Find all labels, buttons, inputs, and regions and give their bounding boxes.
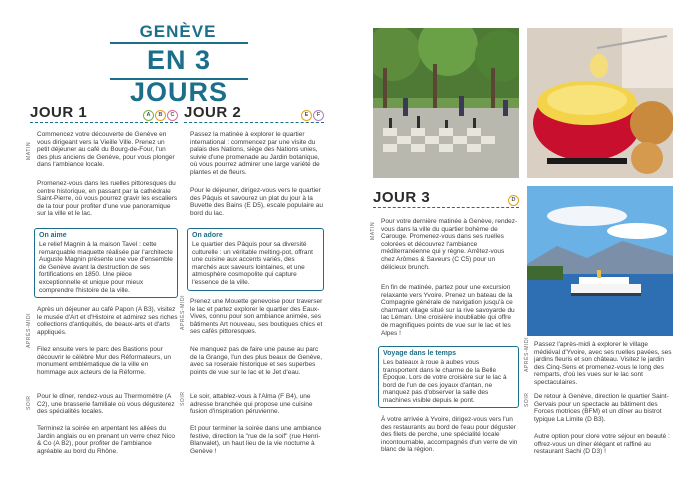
day2-paragraph-5: Le soir, attablez-vous à l'Alma (F B4), une adresse branchée qui propose une cuisine fusion d'inspiration péruvienne. bbox=[190, 393, 313, 416]
day1-divider bbox=[30, 122, 178, 123]
photo-fondue bbox=[527, 28, 673, 178]
day1-paragraph-4: Filez ensuite vers le parc des Bastions pour découvrir le célèbre Mur des Réformateurs, un monument emblématique de la ville en hommage aux acteurs de la Réforme. bbox=[37, 346, 172, 376]
day1-box-title: On aime bbox=[39, 232, 67, 239]
day3-label-evening: SOIR bbox=[524, 392, 530, 407]
day3-divider bbox=[373, 207, 519, 208]
day3-paragraph-1: Pour votre dernière matinée à Genève, rendez-vous dans la ville du quartier bohème de Carouge. Promenez-vous dans ses ruelles colorées et découvrez l'ambiance méditerranéenne qui y règne. Arrêtez-vous chez Arômes & Saveurs (C C5) pour un délicieux brunch. bbox=[381, 218, 518, 271]
day2-box-text: Le quartier des Pâquis pour sa diversité culturelle : un véritable melting-pot, offrant une cuisine aux accents variés, des marchés aux saveurs lointaines, et une atmosphère cosmopolite qui capture l'essence de la ville. bbox=[192, 241, 313, 286]
map-badge-d: D bbox=[508, 195, 519, 206]
day2-paragraph-1: Passez la matinée à explorer le quartier international : commencez par une visite du palais des Nations, siège des Nations unies, suivie d'une promenade au Jardin botanique, où vous pourrez admirer une large variété de plantes et de fleurs. bbox=[190, 131, 320, 176]
day3-paragraph-6: Autre option pour clore votre séjour en beauté : offrez-vous un dîner élégant et raffiné au restaurant Sachi (D D3) ! bbox=[534, 433, 670, 456]
day1-label-afternoon: APRÈS-MIDI bbox=[26, 312, 32, 348]
photo-park-chess bbox=[373, 28, 519, 178]
day3-label-morning: MATIN bbox=[370, 221, 376, 240]
page-title: EN 3 JOURS bbox=[110, 42, 248, 80]
day1-box-text: Le relief Magnin à la maison Tavel : cette remarquable maquette réalisée par l'architecte Auguste Magnin présente une vue d'ensemble de Genève avant la destruction de ses fortifications en 1850. Une pièce exceptionnelle et unique pour mieux comprendre l'histoire de la ville. bbox=[39, 241, 173, 294]
day2-highlight-box bbox=[187, 228, 324, 291]
day2-title: JOUR 2 bbox=[184, 104, 242, 121]
day3-paragraph-3: À votre arrivée à Yvoire, dirigez-vous vers l'un des restaurants au bord de l'eau pour déguster des filets de perche, une spécialité locale incontournable, accompagnés d'un verre de vin blanc de la région. bbox=[381, 416, 518, 454]
day2-paragraph-6: Et pour terminer la soirée dans une ambiance festive, direction la "rue de la soif" (rue Henri-Blanvalet), un haut lieu de la vie nocturne à Genève ! bbox=[190, 425, 322, 455]
map-badge-e: E bbox=[301, 110, 312, 121]
day1-paragraph-3: Après un déjeuner au café Papon (A B3), visitez le musée d'Art et d'Histoire et admirez ses riches collections d'antiquités, de beaux-arts et d'arts appliqués. bbox=[37, 306, 178, 336]
day1-paragraph-6: Terminez la soirée en arpentant les allées du Jardin anglais ou en prenant un verre chez Nico & Co (A B2), pour profiter de l'ambiance agréable au bord du Rhône. bbox=[37, 425, 176, 455]
day3-paragraph-5: De retour à Genève, direction le quartier Saint-Gervais pour un spectacle au bâtiment des Forces motrices (BFM) et un dîner au bistrot typique La Limite (D B3). bbox=[534, 393, 669, 423]
map-badge-c: C bbox=[167, 110, 178, 121]
day1-label-evening: SOIR bbox=[26, 395, 32, 410]
day2-paragraph-4: Ne manquez pas de faire une pause au parc de la Grange, l'un des plus beaux de Genève, avec sa roseraie historique et ses superbes points de vue sur le lac et le Jet d'eau. bbox=[190, 346, 323, 376]
day2-label-evening: SOIR bbox=[180, 391, 186, 406]
day3-paragraph-2: En fin de matinée, partez pour une excursion relaxante vers Yvoire. Prenez un bateau de la Compagnie générale de navigation jusqu'à ce charmant village situé sur la rive savoyarde du lac Léman. Une croisière inoubliable qui offre de magnifiques points de vue sur le lac et les Alpes ! bbox=[381, 284, 515, 337]
day2-paragraph-2: Pour le déjeuner, dirigez-vous vers le quartier des Pâquis et savourez un plat du jour à la Buvette des Bains (E D5), escale populaire au bord du lac. bbox=[190, 187, 323, 217]
day3-box-title: Voyage dans le temps bbox=[383, 350, 457, 357]
photo-lake-boat bbox=[527, 186, 673, 336]
day1-paragraph-2: Promenez-vous dans les ruelles pittoresques du centre historique, en passant par la cathédrale Saint-Pierre, où vous pourrez gravir les escaliers de la tour pour profiter d'une vue panoramique sur la ville et le lac. bbox=[37, 180, 178, 218]
day3-box-text: Les bateaux à roue à aubes vous transportent dans le charme de la Belle Époque. Lors de votre croisière sur le lac à bord de l'un de ces joyaux d'antan, ne manquez pas d'observer la salle des machines visible depuis le pont. bbox=[383, 359, 507, 404]
day2-divider bbox=[184, 122, 324, 123]
day2-paragraph-3: Prenez une Mouette genevoise pour traverser le lac et partez explorer le quartier des Eaux-Vives, connu pour son ambiance animée, ses bâtiments Art nouveau, ses boutiques chics et ses cafés pittoresques. bbox=[190, 298, 323, 336]
day2-box-title: On adore bbox=[192, 232, 223, 239]
day3-paragraph-4: Passez l'après-midi à explorer le village médiéval d'Yvoire, avec ses ruelles pavées, ses jardins fleuris et son château. Visitez le jardin des Cinq-Sens et promenez-vous le long des remparts, d'où les vues sur le lac sont spectaculaires. bbox=[534, 341, 672, 386]
day1-title: JOUR 1 bbox=[30, 104, 88, 121]
map-badge-b: B bbox=[155, 110, 166, 121]
day1-label-morning: MATIN bbox=[26, 141, 32, 160]
day1-highlight-box bbox=[34, 228, 178, 298]
map-badge-a: A bbox=[143, 110, 154, 121]
day3-label-afternoon: APRÈS-MIDI bbox=[524, 336, 530, 372]
city-heading: GENÈVE bbox=[139, 22, 217, 41]
day1-paragraph-5: Pour le dîner, rendez-vous au Thermomètre (A C2), une brasserie familiale où vous dégusterez des spécialités locales. bbox=[37, 393, 175, 416]
day2-label-afternoon: APRÈS-MIDI bbox=[180, 294, 186, 330]
map-badge-f: F bbox=[313, 110, 324, 121]
day1-paragraph-1: Commencez votre découverte de Genève en vous dirigeant vers la Vieille Ville. Prenez un petit déjeuner au café du Bourg-de-Four, l'un des plus anciens de Genève, pour vous plonger dans l'ambiance locale. bbox=[37, 131, 175, 169]
day3-highlight-box bbox=[378, 346, 519, 408]
day3-title: JOUR 3 bbox=[373, 189, 431, 206]
